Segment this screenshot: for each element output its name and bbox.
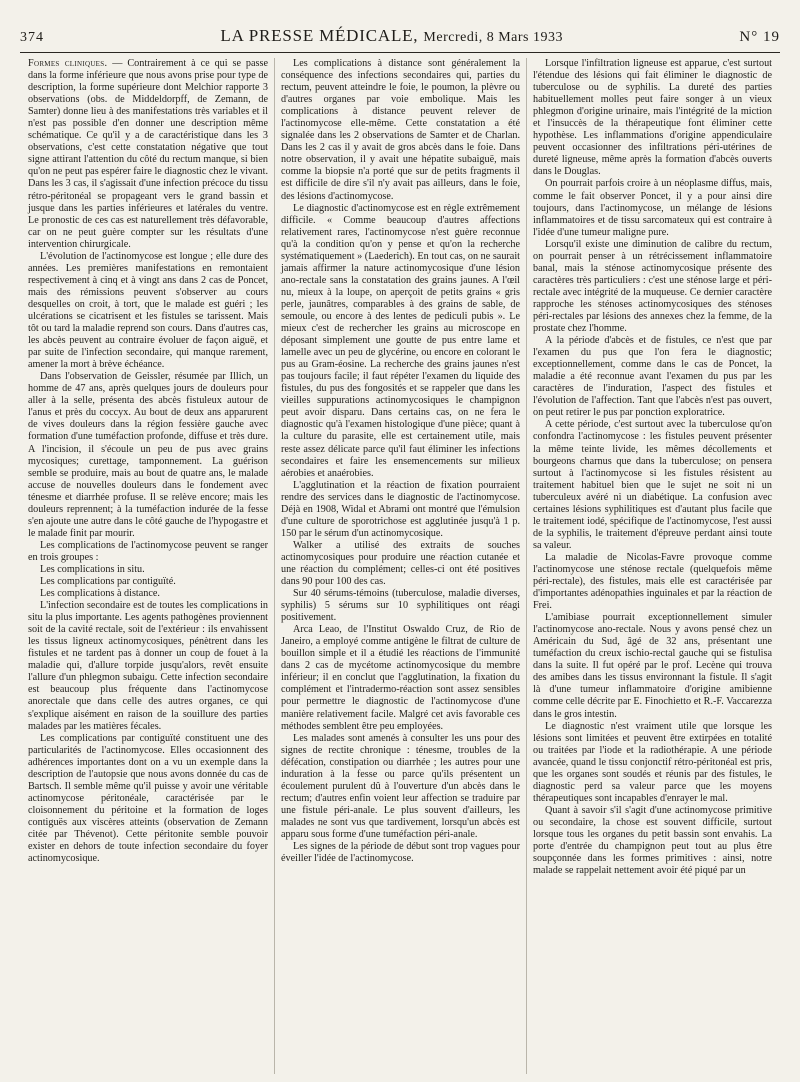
column-2	[274, 58, 526, 1074]
article-columns	[22, 58, 780, 1074]
paragraph: L'agglutination et la réaction de fixation pourraient rendre des services dans le diagnostic de l'actinomycose. Déjà en 1908, Widal et Abrami ont montré que l'émulsion d'une culture de sporotrichose est agglutinée jusqu'à 1 p. 150 par le sérum d'un actinomycosique.	[281, 479, 520, 539]
paragraph: Lorsque l'infiltration ligneuse est apparue, c'est surtout l'étendue des lésions qui fait éliminer le diagnostic de tuberculose ou de syphilis. La dureté des parties habituellement molles peut faire songer à un vieux phlegmon d'origine urinaire, mais l'intégrité de la miction et l'insuccès de la thérapeutique font éliminer cette hypothèse. Les inflammations d'origine appendiculaire peuvent occasionner des infiltrations péri-utérines de dureté ligneuse, même après la formation d'abcès ouverts dans le Douglas.	[533, 58, 772, 178]
paragraph: La maladie de Nicolas-Favre provoque comme l'actinomycose une sténose rectale (quelquefois même péri-rectale), des fistules, mais elle est caractérisée par d'importantes adénopathies inguinales et par la réaction de Frei.	[533, 551, 772, 612]
paragraph: L'infection secondaire est de toutes les complications in situ la plus importante. Les agents pathogènes proviennent soit de la cavité rectale, soit de l'extérieur : ils envahissent les tissus ligneux actinomycosiques, pénètrent dans les fistules et ne tardent pas à donner un coup de fouet à la maladie qui, d'allure torpide jusqu'alors, revêt ensuite l'allure d'un phlegmon subaigu. Cette infection secondaire est beaucoup plus fréquente dans l'actinomycose anorectale que dans celle des autres organes, ce qui s'explique aisément en raison de la souillure des parties malades par les matières fécales.	[28, 600, 268, 732]
page-number: 374	[20, 30, 44, 45]
paragraph: L'évolution de l'actinomycose est longue ; elle dure des années. Les premières manifestations en remontaient respectivement à cinq et à vingt ans dans 2 cas de Poncet, mais des rémissions peuvent s'observer au cours desquelles on croit, à tort, que le malade est guéri ; les ulcérations se cicatrisent et les fistules se tarissent. Mais tôt ou tard la maladie reprend son cours. Dans d'autres cas, les abcès peuvent au contraire évoluer de façon aiguë, et par suite de l'infection secondaire, qui manque rarement, amener la mort à brève échéance.	[28, 250, 268, 371]
paragraph: On pourrait parfois croire à un néoplasme diffus, mais, comme le fait observer Poncet, il y a pour ainsi dire toujours, dans l'actinomycose, un mélange de lésions inflammatoires et de tissu sarcomateux qui est contraire à l'idée d'une tumeur maligne pure.	[533, 178, 772, 238]
column-3	[526, 58, 778, 1074]
paragraph: A cette période, c'est surtout avec la tuberculose qu'on confondra l'actinomycose : les fistules peuvent présenter la même teinte livide, les mêmes décollements et bourgeons charnus que dans la tuberculose; on pensera surtout à l'actinomycose si les fistules résistent au traitement habituel bien que le sujet ne soit ni un tuberculeux avéré ni un diabétique. La confusion avec certaines lésions syphilitiques est d'autant plus facile que le traitement iodé, spécifique de l'actinomycose, l'est aussi de la syphilis, le traitement d'épreuve perdant ainsi toute sa valeur.	[533, 419, 772, 551]
list-item: Les complications in situ.	[40, 563, 145, 575]
paragraph: Arca Leao, de l'Institut Oswaldo Cruz, de Rio de Janeiro, a employé comme antigène le filtrat de culture de bouillon simple et il a étudié les réactions de l'immunité dans 2 cas de mycétome actinomycosique du membre inférieur; il en conclut que l'agglutination, la fixation du complément et l'intradermo-réaction sont assez sensibles pour permettre le diagnostic de l'actinomycose d'une manière relativement facile. Malgré cet avis favorable ces méthodes semblent être peu employées.	[281, 624, 520, 732]
list-item: Les complications par contiguïté.	[40, 576, 176, 588]
column-1	[22, 58, 274, 1074]
journal-title	[220, 26, 563, 46]
paragraph: Quant à savoir s'il s'agit d'une actinomycose primitive ou secondaire, la chose est souvent difficile, surtout lorsque tous les organes du petit bassin sont envahis. La porte d'entrée du champignon peut tout au plus être soupçonnée dans les formes primitives : ainsi, notre malade se rappelait nettement avoir été piqué par un	[533, 804, 772, 877]
paragraph: Les malades sont amenés à consulter les uns pour des signes de rectite chronique : ténesme, troubles de la défécation, constipation ou diarrhée ; les autres pour une induration à la fesse ou parce qu'ils présentent un écoulement purulent dû à l'ouverture d'un abcès dans le rectum; d'autres enfin voient leur affection se traduire par une fistule péri-anale. Le plus souvent d'ailleurs, les malades ne sont vus que tardivement, lorsqu'un abcès est apparu sous forme d'une tuméfaction péri-anale.	[281, 732, 520, 840]
list-item: Les complications à distance.	[40, 588, 160, 600]
paragraph: A la période d'abcès et de fistules, ce n'est que par l'examen du pus que l'on fera le diagnostic; exceptionnellement, comme dans le cas de Poncet, la maladie a été reconnue avant l'examen du pus par les caractères de l'induration, l'aspect des fistules et l'évolution de l'affection. Tant que l'abcès n'est pas ouvert, on peut retirer le pus par ponction exploratrice.	[533, 335, 772, 419]
paragraph: Le diagnostic n'est vraiment utile que lorsque les lésions sont limitées et peuvent être extirpées en totalité ou traitées par l'iode et la radiothérapie. A une période avancée, quand le tissu conjonctif rétro-péritonéal est pris, que les organes sont soudés et réunis par des fistules, le diagnostic perd sa valeur parce que les moyens thérapeutiques sont incapables d'enrayer le mal.	[533, 720, 772, 804]
page-header	[20, 26, 780, 50]
paragraph: Dans l'observation de Geissler, résumée par Illich, un homme de 47 ans, après quelques jours de douleurs pour aller à la selle, présenta des abcès fistuleux autour de l'anus et près du coccyx. Au bout de deux ans apparurent de vives douleurs dans la région fessière gauche avec formation d'une tuméfaction profonde, diffuse et très dure. A l'incision, il s'écoule un peu de pus avec grains mycosiques; curettage, tamponnement. La guérison semble se produire, mais au bout de quatre ans, le malade accuse de nouvelles douleurs dans le fondement avec ténesme et diarrhée profuse. Il se relève encore; mais les douleurs reprennent; à la tuméfaction indurée de la fesse s'en ajoute une autre dans le côté gauche de l'hypogastre et le malade finit par mourir.	[28, 371, 268, 539]
paragraph: Les complications à distance sont généralement la conséquence des infections secondaires qui, parties du rectum, peuvent atteindre le foie, le poumon, la plèvre ou d'autres organes par voie embolique. Mais les complications à distance peuvent relever de l'actinomycose elle-même. Cette constatation a été signalée dans les 2 observations de Samter et de Charlan. Dans les 2 cas il y avait de gros abcès dans le foie. Dans notre observation, il y avait une hépatite subaiguë, mais comme la biopsie n'a porté que sur de petits fragments il est difficile de dire s'il n'y avait pas ailleurs, dans le foie, des lésions d'actinomycose.	[281, 58, 520, 202]
paragraph: Les signes de la période de début sont trop vagues pour éveiller l'idée de l'actinomycose.	[281, 841, 520, 865]
paragraph: Walker a utilisé des extraits de souches actinomycosiques pour produire une réaction cutanée et une réaction du complément; celles-ci ont été positives dans 90 pour 100 des cas.	[281, 539, 520, 588]
paragraph: L'amibiase pourrait exceptionnellement simuler l'actinomycose ano-rectale. Nous y avons pensé chez un Américain du Sud, âgé de 32 ans, présentant une tuméfaction du creux ischio-rectal gauche qui se fistulisa dans la suite. Il fut opéré par le prof. Lecène qui trouva des amibes dans les tissus environnant la fistule. Il s'agit là d'une tumeur inflammatoire d'origine amibienne comme celle décrite par E. Finochietto et R.-F. Vaccarezza dans le gros intestin.	[533, 612, 772, 720]
paragraph: Les complications par contiguïté constituent une des particularités de l'actinomycose. Elles occasionnent des adhérences importantes dont on a vu un exemple dans la description de l'autopsie que nous avons donnée du cas de Bartsch. Il semble même qu'il puisse y avoir une véritable actinomycose péritonéale, caractérisée par le cloisonnement du péritoine et la formation de loges contiguës aux viscères atteints (observation de Zemann citée par Thévenot). Cette péritonite semble pouvoir exister en dehors de toute infection secondaire du foyer actinomycosique.	[28, 732, 268, 865]
paragraph: Les complications de l'actinomycose peuvent se ranger en trois groupes :	[28, 539, 268, 563]
paragraph: Lorsqu'il existe une diminution de calibre du rectum, on pourrait penser à un rétrécissement inflammatoire banal, mais la sténose actinomycosique présente des caractères très particuliers : c'est une sténose large et péri-rectale avec intégrité de la muqueuse. Ce dernier caractère rapproche les sténoses actinomycosiques des sténoses péri-rectales par lésions des annexes chez la femme, de la prostate chez l'homme.	[533, 238, 772, 335]
journal-name: LA PRESSE MÉDICALE,	[220, 26, 419, 45]
paragraph	[28, 58, 268, 251]
header-rule	[20, 52, 780, 53]
paragraph: Le diagnostic d'actinomycose est en règle extrêmement difficile. « Comme beaucoup d'autres affections relativement rares, l'actinomycose n'est guère reconnue qu'à la condition qu'on y pense et qu'on la recherche systématiquement » (Laederich). En tout cas, on ne saurait jamais affirmer la nature actinomycosique d'une lésion ano-rectale sans la constatation des grains jaunes. A l'œil nu, mieux à la loupe, on aperçoit de petits grains « gris perle, jaunâtres, comparables à des grains de sable, de semoule, ou encore à des lentes de pediculi pubis ». Le mieux c'est de rechercher les grains au microscope en déposant simplement une goutte de pus entre lame et lamelle avec un peu de glycérine, ou encore en colorant le pus au Gram-éosine. La recherche des grains jaunes n'est pas toujours facile; il faut répéter l'examen du liquide des fistules, du pus des fongosités et se rappeler que dans les vieilles suppurations actinomycosiques le champignon peut avoir disparu. Dans certains cas, on ne fera le diagnostic qu'à l'examen histologique d'une pièce; quant à la culture du parasite, elle est certainement utile, mais reste assez délicate parce qu'il faut éliminer les infections secondaires et faire les ensemencements sur milieux aérobies et anaérobies.	[281, 202, 520, 479]
paragraph: Sur 40 sérums-témoins (tuberculose, maladie diverses, syphilis) 5 sérums sur 10 syphilitiques ont réagi positivement.	[281, 588, 520, 624]
issue-number: N° 19	[739, 29, 780, 45]
section-heading: Formes cliniques.	[28, 58, 108, 69]
issue-date: Mercredi, 8 Mars 1933	[423, 30, 563, 45]
paragraph-text: — Contrairement à ce qui se passe dans la forme inférieure que nous avons prise pour type de description, la forme supérieure dont Melchior rapporte 3 observations (obs. de Middeldorpff, de Zemann, de Samter) donne lieu à des manifestations très variables et il n'est pas possible d'en donner une description même schématique. Ce qu'il y a de caractéristique dans les 3 observations, c'est cette constatation négative que tout signe attirant l'attention du côté du rectum manque, si bien qu'on ne peut pas espérer faire le diagnostic chez le vivant. Dans les 3 cas, il s'agissait d'une infection précoce du tissu rétro-péritonéal se propageant vers le grand bassin et jusque dans les parties inférieures et latérales du ventre. Le pronostic de ces cas est naturellement très défavorable, car on ne peut guère compter sur les résultats d'une intervention chirurgicale.	[28, 58, 268, 250]
